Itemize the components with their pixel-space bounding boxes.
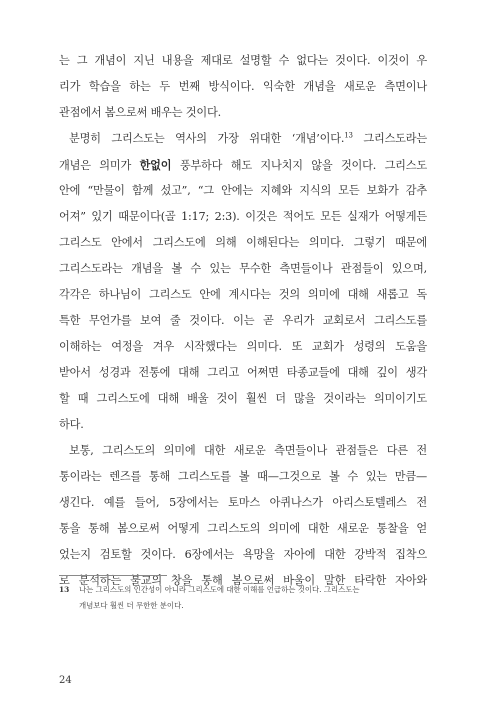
text-line: 생긴다. 예를 들어, 5장에서는 토마스 아퀴나스가 아리스토텔레스 전 bbox=[59, 496, 427, 509]
text-line: 각각은 하나님이 그리스도 안에 계시다는 것의 의미에 대해 새롭고 독 bbox=[59, 288, 427, 301]
footnote-number: 13 bbox=[59, 585, 70, 594]
text-line: 통을 통해 봄으로써 어떻게 그리스도의 의미에 대한 새로운 통찰을 얻 bbox=[59, 522, 427, 535]
text-line: 어져” 있기 때문이다(골 1:17; 2:3). 이것은 적어도 모든 실재가 어떻게든 bbox=[59, 210, 427, 223]
text-line: 그리스도라는 개념을 볼 수 있는 무수한 측면들이나 관점들이 있으며, bbox=[59, 262, 427, 275]
body-text bbox=[59, 48, 427, 594]
text-line: 이해하는 여정을 겨우 시작했다는 의미다. 또 교회가 성령의 도움을 bbox=[59, 340, 427, 353]
text-segment: 풍부하다 해도 지나치지 않을 것이다. 그리스도 bbox=[171, 159, 428, 172]
text-line: 그리스도 안에서 그리스도에 의해 이해된다는 의미다. 그렇기 때문에 bbox=[59, 236, 427, 249]
text-line: 할 때 그리스도에 대해 배울 것이 훨씬 더 많을 것이라는 의미이기도 bbox=[59, 392, 427, 405]
text-line: 받아서 성경과 전통에 대해 그리고 어쩌면 타종교들에 대해 깊이 생각 bbox=[59, 366, 427, 379]
text-segment: 분명히 그리스도는 역사의 가장 위대한 ‘개념’이다. bbox=[69, 132, 345, 145]
text-line: 통이라는 렌즈를 통해 그리스도를 볼 때—그것으로 볼 수 있는 만큼— bbox=[59, 470, 427, 483]
text-line: 보통, 그리스도의 의미에 대한 새로운 측면들이나 관점들은 다른 전 bbox=[69, 444, 427, 457]
footnote-text: 나는 그리스도의 인간성이 아니라 그리스도에 대한 이해를 언급하는 것이다. 그리스도는 bbox=[79, 585, 360, 594]
footnote-reference: 13 bbox=[344, 131, 353, 140]
text-line: 특한 무언가를 보여 줄 것이다. 이는 곧 우리가 교회로서 그리스도를 bbox=[59, 314, 427, 327]
page-number: 24 bbox=[59, 675, 72, 686]
text-segment: 개념은 의미가 bbox=[59, 159, 140, 172]
text-line: 하다. bbox=[59, 418, 84, 431]
text-line: 는 그 개념이 지닌 내용을 제대로 설명할 수 없다는 것이다. 이것이 우 bbox=[59, 54, 427, 67]
text-line: 안에 “만물이 함께 섰고”, “그 안에는 지혜와 지식의 모든 보화가 감추 bbox=[59, 184, 427, 197]
text-line: 었는지 검토할 것이다. 6장에서는 욕망을 자아에 대한 강박적 집착으 bbox=[59, 548, 427, 561]
footnote-text: 개념보다 훨씬 더 무한한 분이다. bbox=[79, 601, 184, 610]
emphasized-text: 한없이 bbox=[139, 158, 172, 172]
text-line bbox=[59, 126, 427, 152]
text-line: 로 분석하는 불교의 창을 통해 봄으로써 바울이 말한 타락한 자아와 bbox=[59, 574, 427, 587]
footnote bbox=[59, 582, 427, 614]
footnote-divider bbox=[59, 575, 167, 576]
footnote-row bbox=[59, 582, 427, 598]
text-line bbox=[59, 152, 427, 178]
text-line: 관점에서 봄으로써 배우는 것이다. bbox=[59, 106, 221, 119]
text-line: 리가 학습을 하는 두 번째 방식이다. 익숙한 개념을 새로운 측면이나 bbox=[59, 80, 427, 93]
text-segment: 그리스도라는 bbox=[352, 132, 427, 145]
